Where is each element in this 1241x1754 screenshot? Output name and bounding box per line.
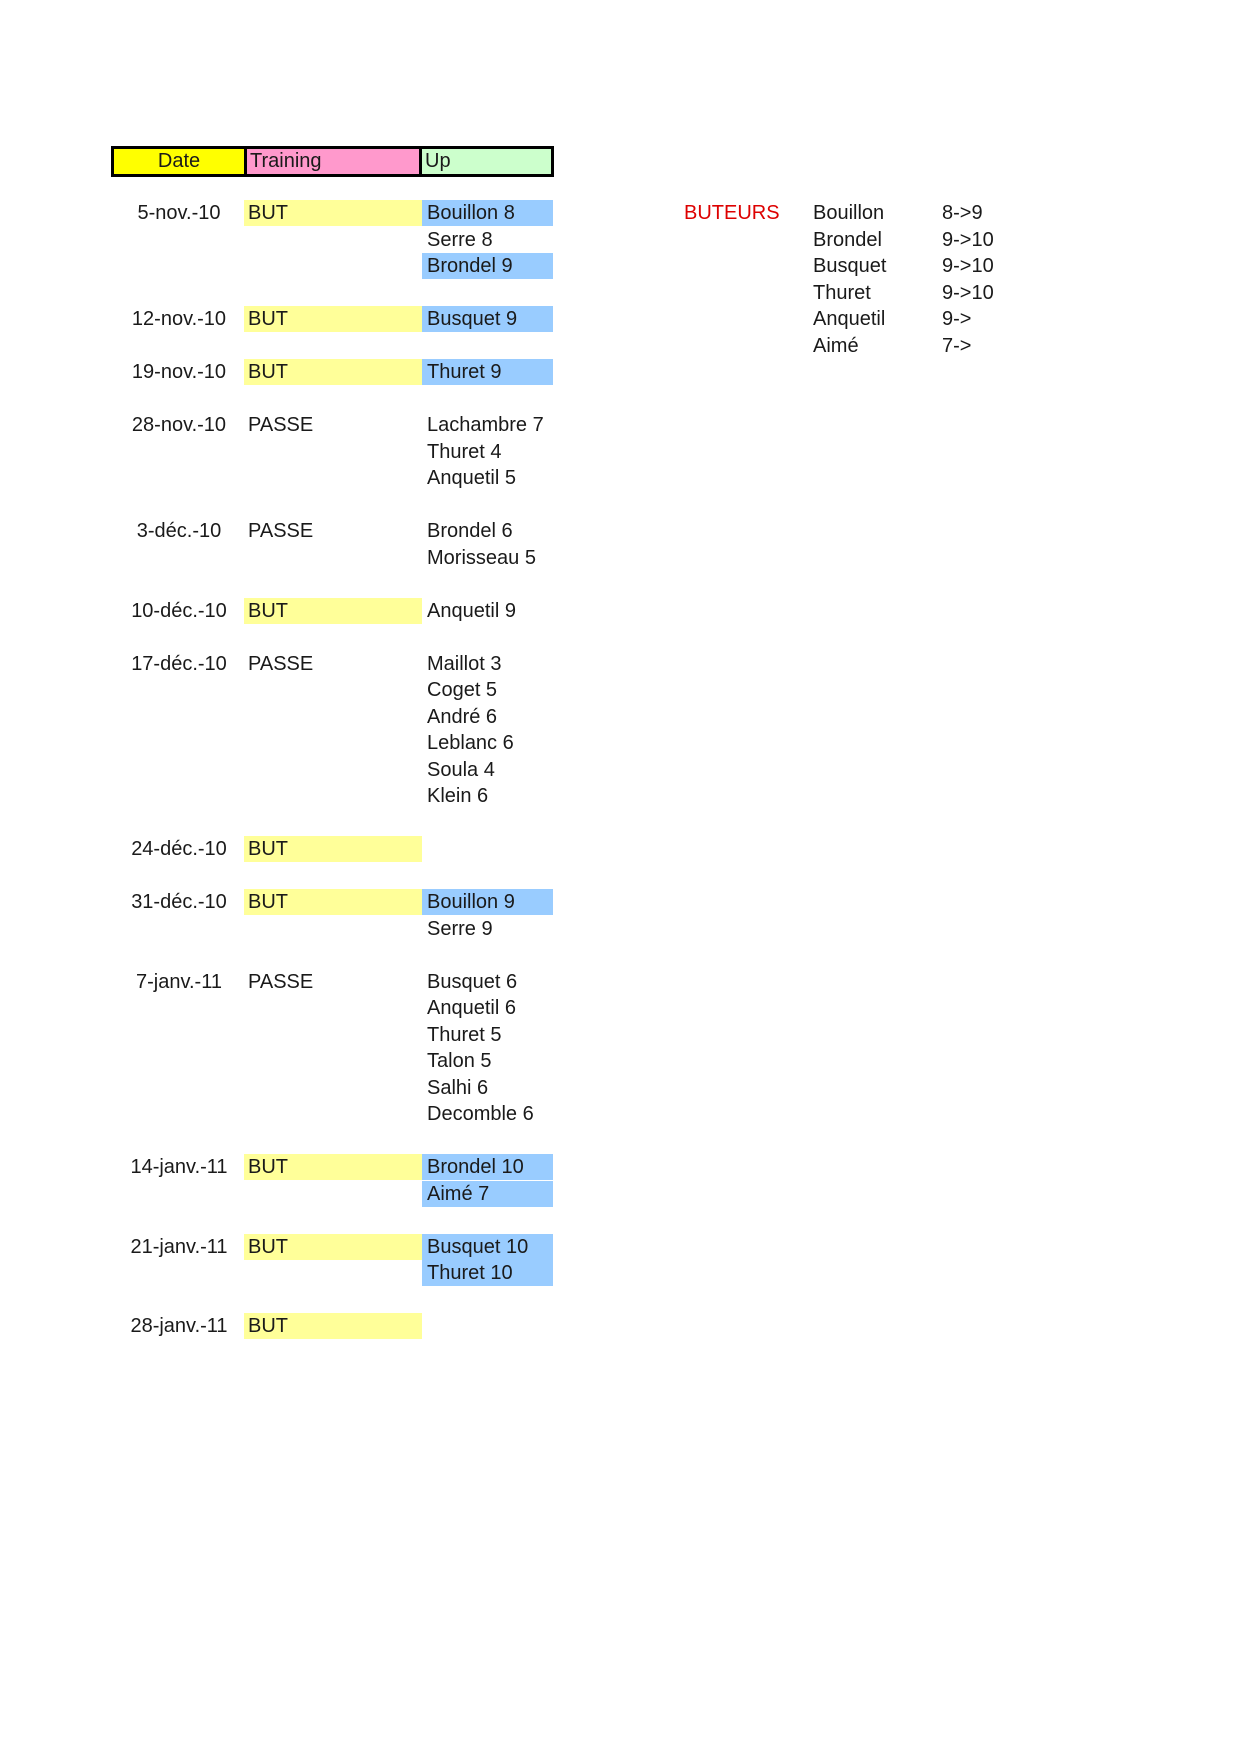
buteur-name: Thuret [813,281,871,304]
session-training: BUT [244,359,422,385]
session-date: 3-déc.-10 [136,520,222,542]
buteurs-title: BUTEURS [684,202,780,224]
buteur-name: Bouillon [813,202,885,224]
session-date: 24-déc.-10 [131,838,227,860]
session-up-player: Maillot 3 [427,652,502,675]
session-date: 14-janv.-11 [130,1156,228,1178]
session-up-player: Salhi 6 [427,1076,489,1099]
session-date: 31-déc.-10 [131,891,227,913]
session-up-player: Brondel 6 [427,520,513,542]
session-up-player: Klein 6 [427,785,489,807]
session-up-player: Thuret 5 [427,1023,502,1046]
buteur-progression: 9-> [942,308,972,330]
session-up-player: Brondel 10 [422,1154,553,1180]
session-training: PASSE [248,520,314,542]
session-training: BUT [244,1313,422,1339]
session-date: 17-déc.-10 [131,652,227,675]
buteur-name: Aimé [813,334,859,357]
session-up-player: Anquetil 9 [427,599,516,622]
session-up-player: Anquetil 6 [427,997,516,1019]
session-date: 28-nov.-10 [131,414,227,436]
session-training: BUT [244,598,422,624]
session-up-player: Lachambre 7 [427,414,544,436]
session-up-player: Anquetil 5 [427,467,516,489]
buteur-name: Brondel [813,228,882,251]
session-up-player: Bouillon 9 [422,889,553,915]
session-training: BUT [244,889,422,915]
session-up-player: Soula 4 [427,758,495,781]
session-up-player: Bouillon 8 [422,200,553,226]
session-date: 19-nov.-10 [131,361,227,383]
session-up-player: Morisseau 5 [427,546,536,569]
session-up-player: Busquet 6 [427,970,518,993]
session-date: 10-déc.-10 [131,599,227,622]
buteur-progression: 9->10 [942,255,994,277]
session-up-player: Coget 5 [427,679,498,701]
session-up-player: Busquet 9 [422,306,553,332]
session-up-player: Busquet 10 [422,1234,553,1260]
session-training: PASSE [248,970,314,993]
session-training: PASSE [248,652,314,675]
session-up-player: Talon 5 [427,1050,492,1072]
session-training: BUT [244,306,422,332]
buteur-progression: 9->10 [942,228,994,251]
session-up-player: Aimé 7 [422,1181,553,1207]
header-up: Up [419,146,554,177]
buteur-progression: 8->9 [942,202,983,224]
session-training: BUT [244,1154,422,1180]
header-date: Date [111,146,247,177]
session-date: 12-nov.-10 [131,308,227,330]
buteur-progression: 9->10 [942,281,994,304]
session-date: 7-janv.-11 [136,970,222,993]
session-date: 5-nov.-10 [137,202,221,224]
session-up-player: Thuret 4 [427,440,502,463]
session-date: 28-janv.-11 [130,1315,228,1337]
session-up-player: Serre 9 [427,917,493,940]
buteur-progression: 7-> [942,334,972,357]
session-date: 21-janv.-11 [130,1235,228,1258]
session-up-player: Serre 8 [427,228,493,251]
header-training: Training [244,146,422,177]
session-up-player: Brondel 9 [422,253,553,279]
session-up-player: Leblanc 6 [427,732,514,754]
session-up-player: Thuret 10 [422,1260,553,1286]
buteur-name: Busquet [813,255,887,277]
buteur-name: Anquetil [813,308,886,330]
session-training: BUT [244,1234,422,1260]
session-up-player: Thuret 9 [422,359,553,385]
session-up-player: Decomble 6 [427,1103,534,1125]
session-up-player: André 6 [427,705,498,728]
session-training: BUT [244,836,422,862]
session-training: PASSE [248,414,314,436]
session-training: BUT [244,200,422,226]
